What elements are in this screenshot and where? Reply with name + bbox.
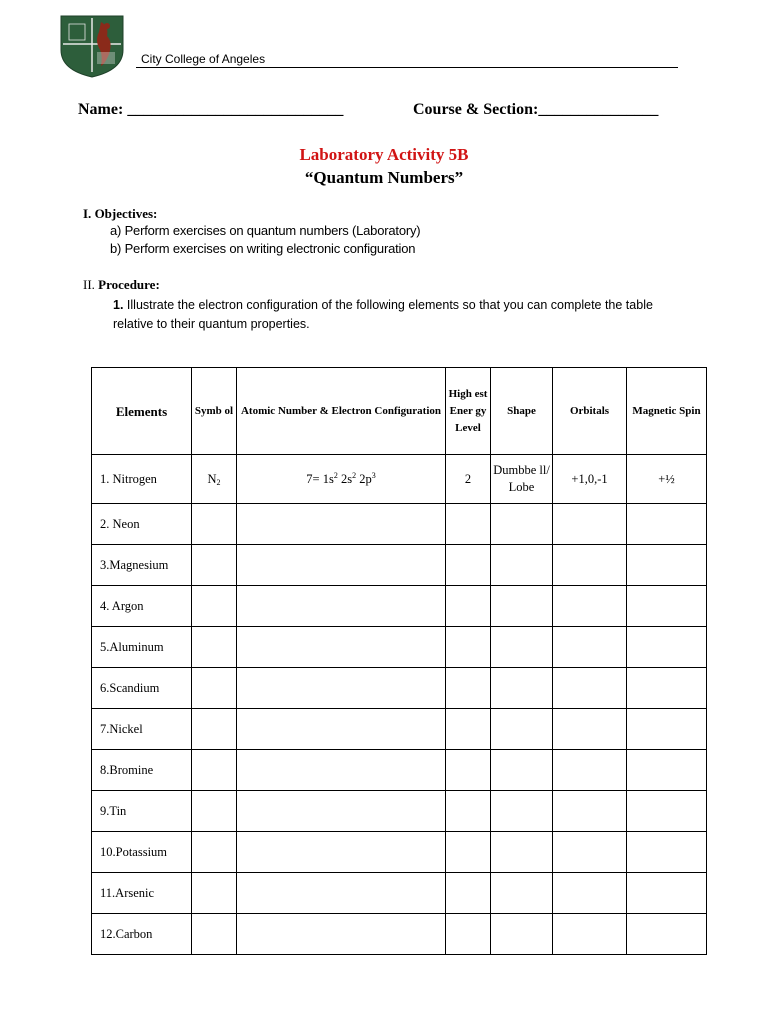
energy-level-cell[interactable] xyxy=(446,668,491,709)
activity-subtitle: “Quantum Numbers” xyxy=(304,168,464,187)
orbitals-cell[interactable] xyxy=(553,750,627,791)
college-name-line xyxy=(136,51,678,68)
table-row xyxy=(92,668,707,709)
col-header-energy-level: High est Ener gy Level xyxy=(446,368,491,455)
objectives-numeral: I. xyxy=(83,206,92,221)
table-row xyxy=(92,914,707,955)
shape-cell[interactable] xyxy=(491,545,553,586)
element-cell: 2. Neon xyxy=(92,504,192,545)
spin-cell[interactable] xyxy=(627,668,707,709)
symbol-cell[interactable] xyxy=(192,873,237,914)
config-sup: 3 xyxy=(371,470,376,480)
objective-item: a) Perform exercises on quantum numbers (Laboratory) xyxy=(110,223,421,238)
orbitals-cell[interactable] xyxy=(553,709,627,750)
symbol-cell[interactable] xyxy=(192,627,237,668)
element-cell: 10.Potassium xyxy=(92,832,192,873)
shape-cell[interactable] xyxy=(491,709,553,750)
element-cell: 8.Bromine xyxy=(92,750,192,791)
table-row xyxy=(92,750,707,791)
objective-item: b) Perform exercises on writing electronic configuration xyxy=(110,241,416,256)
symbol-cell[interactable] xyxy=(192,750,237,791)
shape-cell[interactable] xyxy=(491,791,553,832)
table-row xyxy=(92,832,707,873)
energy-level-cell[interactable] xyxy=(446,914,491,955)
shape-cell[interactable] xyxy=(491,832,553,873)
procedure-numeral: II. xyxy=(83,277,95,292)
course-section-field-label: Course & Section:_______________ xyxy=(413,101,659,118)
col-header-elements: Elements xyxy=(92,368,192,455)
config-sup: 2 xyxy=(333,470,338,480)
configuration-cell[interactable] xyxy=(237,873,446,914)
symbol-cell[interactable] xyxy=(192,504,237,545)
orbitals-cell[interactable] xyxy=(553,627,627,668)
symbol-cell[interactable] xyxy=(192,586,237,627)
objectives-heading xyxy=(83,206,157,222)
col-header-orbitals: Orbitals xyxy=(553,368,627,455)
table-row xyxy=(92,455,707,504)
configuration-cell xyxy=(237,455,446,504)
orbitals-cell[interactable] xyxy=(553,873,627,914)
college-logo xyxy=(57,14,127,78)
element-cell: 5.Aluminum xyxy=(92,627,192,668)
element-cell: 4. Argon xyxy=(92,586,192,627)
orbitals-cell[interactable] xyxy=(553,504,627,545)
energy-level-cell[interactable] xyxy=(446,545,491,586)
shape-cell[interactable] xyxy=(491,668,553,709)
spin-cell[interactable] xyxy=(627,832,707,873)
quantum-numbers-table xyxy=(91,367,707,955)
procedure-instruction xyxy=(113,296,683,334)
spin-cell[interactable] xyxy=(627,545,707,586)
orbitals-cell[interactable] xyxy=(553,586,627,627)
procedure-title: Procedure: xyxy=(98,277,160,292)
element-cell: 9.Tin xyxy=(92,791,192,832)
symbol-cell[interactable] xyxy=(192,545,237,586)
symbol-cell[interactable] xyxy=(192,709,237,750)
config-prefix: 7= 1s xyxy=(306,471,334,486)
energy-level-cell[interactable] xyxy=(446,586,491,627)
col-header-symbol: Symb ol xyxy=(192,368,237,455)
configuration-cell[interactable] xyxy=(237,586,446,627)
spin-cell[interactable] xyxy=(627,504,707,545)
table-row xyxy=(92,873,707,914)
shape-cell[interactable] xyxy=(491,750,553,791)
symbol-subscript: 2 xyxy=(216,477,221,487)
config-sup: 2 xyxy=(352,470,357,480)
table-row xyxy=(92,586,707,627)
orbitals-cell[interactable] xyxy=(553,545,627,586)
step-number: 1. xyxy=(113,298,124,312)
symbol-cell[interactable] xyxy=(192,914,237,955)
element-cell: 7.Nickel xyxy=(92,709,192,750)
spin-cell[interactable] xyxy=(627,586,707,627)
symbol-cell[interactable] xyxy=(192,832,237,873)
element-cell: 11.Arsenic xyxy=(92,873,192,914)
orbitals-cell[interactable] xyxy=(553,668,627,709)
symbol-cell[interactable] xyxy=(192,791,237,832)
table-row xyxy=(92,791,707,832)
symbol-cell[interactable] xyxy=(192,668,237,709)
configuration-cell[interactable] xyxy=(237,791,446,832)
orbitals-cell[interactable] xyxy=(553,914,627,955)
spin-cell[interactable] xyxy=(627,709,707,750)
college-name: City College of Angeles xyxy=(141,52,266,66)
shape-cell[interactable] xyxy=(491,504,553,545)
configuration-cell[interactable] xyxy=(237,668,446,709)
table-header-row xyxy=(92,368,707,455)
spin-cell: +½ xyxy=(627,455,707,504)
configuration-cell[interactable] xyxy=(237,627,446,668)
orbitals-cell[interactable] xyxy=(553,832,627,873)
configuration-cell[interactable] xyxy=(237,750,446,791)
shape-cell[interactable] xyxy=(491,873,553,914)
activity-title: Laboratory Activity 5B xyxy=(299,145,469,164)
step-text: Illustrate the electron configuration of the following elements so that you can complete the table relative to their quantum properties. xyxy=(113,298,653,331)
orbitals-cell: +1,0,-1 xyxy=(553,455,627,504)
table-row xyxy=(92,709,707,750)
spin-cell[interactable] xyxy=(627,627,707,668)
energy-level-cell[interactable] xyxy=(446,873,491,914)
shape-cell[interactable] xyxy=(491,914,553,955)
configuration-cell[interactable] xyxy=(237,914,446,955)
energy-level-cell: 2 xyxy=(446,455,491,504)
configuration-cell[interactable] xyxy=(237,504,446,545)
table-row xyxy=(92,545,707,586)
spin-cell[interactable] xyxy=(627,791,707,832)
objectives-title: Objectives: xyxy=(94,206,158,221)
spin-cell[interactable] xyxy=(627,873,707,914)
energy-level-cell[interactable] xyxy=(446,709,491,750)
procedure-heading xyxy=(83,277,160,293)
symbol-text: N xyxy=(207,471,217,486)
configuration-cell[interactable] xyxy=(237,709,446,750)
energy-level-cell[interactable] xyxy=(446,504,491,545)
energy-level-cell[interactable] xyxy=(446,750,491,791)
name-field-label: Name: ___________________________ xyxy=(78,101,344,118)
energy-level-cell[interactable] xyxy=(446,791,491,832)
spin-cell[interactable] xyxy=(627,914,707,955)
orbitals-cell[interactable] xyxy=(553,791,627,832)
config-part: 2p xyxy=(356,471,372,486)
col-header-shape: Shape xyxy=(491,368,553,455)
element-cell: 12.Carbon xyxy=(92,914,192,955)
element-cell: 1. Nitrogen xyxy=(92,455,192,504)
element-cell: 3.Magnesium xyxy=(92,545,192,586)
config-part: 2s xyxy=(337,471,353,486)
table-row xyxy=(92,627,707,668)
energy-level-cell[interactable] xyxy=(446,832,491,873)
shape-cell: Dumbbe ll/ Lobe xyxy=(491,455,553,504)
col-header-configuration: Atomic Number & Electron Configuration xyxy=(237,368,446,455)
shape-cell[interactable] xyxy=(491,627,553,668)
element-cell: 6.Scandium xyxy=(92,668,192,709)
col-header-spin: Magnetic Spin xyxy=(627,368,707,455)
symbol-cell xyxy=(192,455,237,504)
shape-cell[interactable] xyxy=(491,586,553,627)
table-row xyxy=(92,504,707,545)
spin-cell[interactable] xyxy=(627,750,707,791)
configuration-cell[interactable] xyxy=(237,545,446,586)
configuration-cell[interactable] xyxy=(237,832,446,873)
energy-level-cell[interactable] xyxy=(446,627,491,668)
